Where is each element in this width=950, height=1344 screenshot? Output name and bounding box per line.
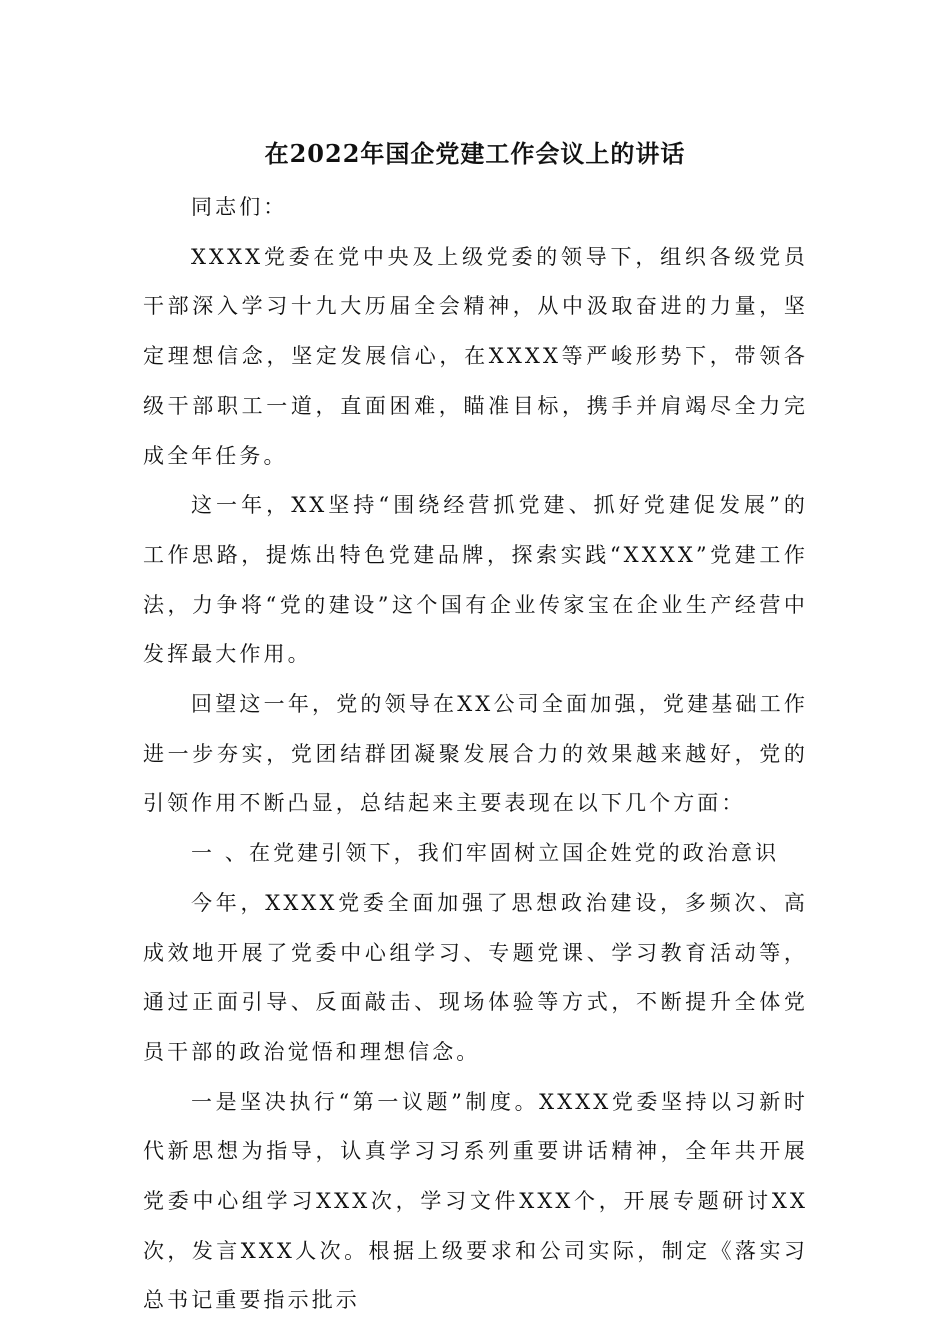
body-paragraph: 回望这一年，党的领导在XX公司全面加强，党建基础工作进一步夯实，党团结群团凝聚发展合力的效果越来越好，党的引领作用不断凸显，总结起来主要表现在以下几个方面：: [143, 692, 808, 816]
salutation-paragraph: 同志们：: [191, 195, 288, 219]
body-paragraph: 一是坚决执行“第一议题”制度。XXXX党委坚持以习新时代新思想为指导，认真学习习系列重要讲话精神，全年共开展党委中心组学习XXX次，学习文件XXX个，开展专题研讨XX次，发言XXX人次。根据上级要求和公司实际，制定《落实习总书记重要指示批示: [143, 1089, 808, 1313]
document-body: [143, 183, 808, 1326]
document-title: 在2022年国企党建工作会议上的讲话: [264, 139, 686, 168]
body-paragraph: 这一年，XX坚持“围绕经营抓党建、抓好党建促发展”的工作思路，提炼出特色党建品牌，探索实践“XXXX”党建工作法，力争将“党的建设”这个国有企业传家宝在企业生产经营中发挥最大作用。: [143, 493, 808, 667]
section-heading: 一 、在党建引领下，我们牢固树立国企姓党的政治意识: [191, 841, 780, 866]
body-paragraph: XXXX党委在党中央及上级党委的领导下，组织各级党员干部深入学习十九大历届全会精神，从中汲取奋进的力量，坚定理想信念，坚定发展信心，在XXXX等严峻形势下，带领各级干部职工一道，直面困难，瞄准目标，携手并肩竭尽全力完成全年任务。: [143, 244, 808, 468]
body-paragraph: 今年，XXXX党委全面加强了思想政治建设，多频次、高成效地开展了党委中心组学习、专题党课、学习教育活动等，通过正面引导、反面敲击、现场体验等方式，不断提升全体党员干部的政治觉悟和理想信念。: [143, 890, 808, 1064]
